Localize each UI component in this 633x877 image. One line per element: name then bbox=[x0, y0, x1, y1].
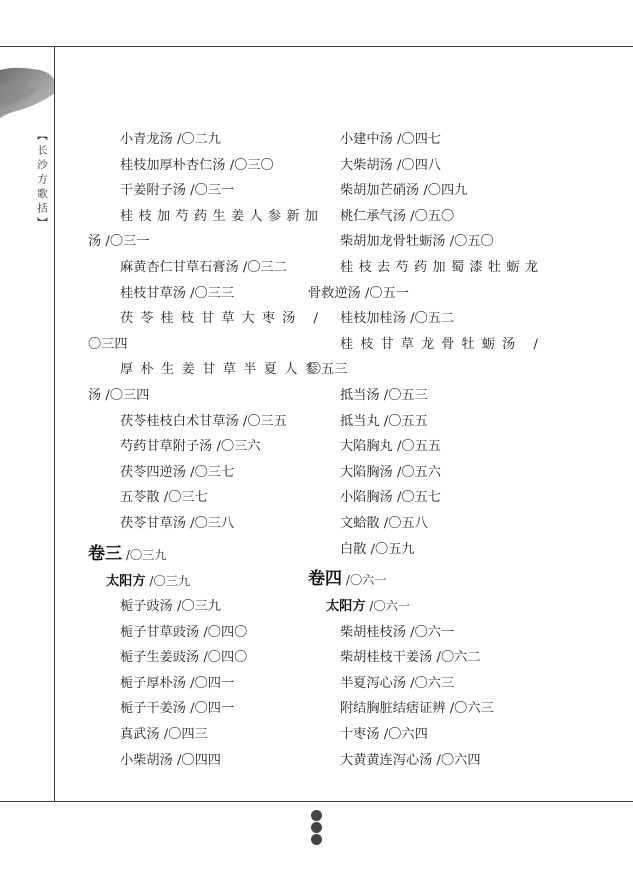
toc-entry bbox=[308, 722, 538, 748]
margin-rule bbox=[54, 46, 55, 801]
toc-entry bbox=[88, 204, 318, 230]
toc-entry-text: 柴胡桂枝汤 /〇六一 bbox=[340, 624, 455, 640]
toc-entry-text: 栀子生姜豉汤 /〇四〇 bbox=[120, 650, 248, 666]
toc-entry bbox=[88, 434, 318, 460]
toc-entry-continuation bbox=[308, 357, 538, 383]
volume-heading bbox=[308, 562, 538, 594]
toc-entry-text: 茯苓桂枝甘草大枣汤 / bbox=[120, 311, 318, 327]
toc-entry bbox=[88, 671, 318, 697]
toc-entry bbox=[88, 281, 318, 307]
toc-entry bbox=[88, 722, 318, 748]
toc-entry-text: 桂枝甘草龙骨牡蛎汤 / bbox=[340, 336, 538, 352]
toc-entry bbox=[308, 409, 538, 435]
toc-entry-text: 栀子厚朴汤 /〇四一 bbox=[120, 675, 235, 691]
toc-entry-text: 骨救逆汤 /〇五一 bbox=[308, 285, 409, 301]
toc-entry-text: 抵当丸 /〇五五 bbox=[340, 413, 428, 429]
toc-entry bbox=[308, 383, 538, 409]
page-reference: /〇三九 bbox=[122, 547, 167, 562]
volume-heading bbox=[88, 537, 318, 569]
toc-entry bbox=[88, 485, 318, 511]
running-side-title bbox=[35, 130, 49, 232]
toc-entry-text: 大柴胡汤 /〇四八 bbox=[340, 157, 441, 173]
toc-entry-text: 〇五三 bbox=[308, 362, 348, 378]
toc-entry-continuation bbox=[88, 229, 318, 255]
toc-entry bbox=[88, 357, 318, 383]
toc-entry bbox=[88, 153, 318, 179]
side-title-text: 【长沙方歌括】 bbox=[36, 130, 48, 232]
toc-entry bbox=[308, 511, 538, 537]
toc-entry bbox=[308, 204, 538, 230]
toc-entry bbox=[88, 748, 318, 774]
toc-entry-text: 小青龙汤 /〇二九 bbox=[120, 132, 221, 147]
toc-entry-text: 厚朴生姜甘草半夏人参 bbox=[120, 362, 318, 378]
toc-entry-text: 白散 /〇五九 bbox=[340, 541, 415, 557]
toc-entry-text: 麻黄杏仁甘草石膏汤 /〇三二 bbox=[120, 259, 287, 275]
toc-entry-text: 汤 /〇三一 bbox=[88, 234, 150, 250]
toc-entry bbox=[308, 332, 538, 358]
toc-entry-text: 附结胸脏结痞证辨 /〇六三 bbox=[340, 701, 494, 717]
page-reference: /〇三九 bbox=[145, 573, 191, 588]
toc-entry bbox=[308, 460, 538, 486]
toc-entry-text: 大陷胸丸 /〇五五 bbox=[340, 439, 441, 455]
toc-entry bbox=[88, 696, 318, 722]
top-rule bbox=[0, 46, 633, 47]
page-reference: /〇六一 bbox=[342, 573, 387, 588]
toc-entry bbox=[88, 306, 318, 332]
toc-entry bbox=[88, 620, 318, 646]
toc-entry-text: 桂枝加厚朴杏仁汤 /〇三〇 bbox=[120, 157, 274, 173]
toc-entry bbox=[88, 409, 318, 435]
section-title: 太阳方 bbox=[106, 573, 146, 589]
toc-entry-text: 汤 /〇三四 bbox=[88, 387, 150, 403]
page-number bbox=[309, 810, 323, 846]
section-heading bbox=[308, 594, 538, 620]
toc-entry-continuation bbox=[308, 281, 538, 307]
toc-entry bbox=[308, 671, 538, 697]
toc-entry-text: 小陷胸汤 /〇五七 bbox=[340, 490, 441, 506]
page-number-digit bbox=[311, 834, 322, 845]
toc-entry bbox=[88, 511, 318, 537]
toc-entry-text: 文蛤散 /〇五八 bbox=[340, 515, 428, 531]
toc-entry bbox=[308, 645, 538, 671]
page-number-digit bbox=[311, 810, 322, 821]
volume-title: 卷四 bbox=[308, 569, 342, 590]
toc-entry-text: 栀子甘草豉汤 /〇四〇 bbox=[120, 624, 248, 640]
toc-entry bbox=[308, 748, 538, 774]
toc-entry-text: 小柴胡汤 /〇四四 bbox=[120, 752, 221, 768]
toc-entry-continuation bbox=[88, 383, 318, 409]
toc-entry-text: 〇三四 bbox=[88, 336, 128, 352]
page-reference: /〇六一 bbox=[365, 599, 411, 614]
toc-entry-text: 大黄黄连泻心汤 /〇六四 bbox=[340, 752, 481, 768]
toc-entry bbox=[308, 255, 538, 281]
toc-entry-text: 半夏泻心汤 /〇六三 bbox=[340, 675, 455, 691]
toc-entry-text: 桂枝甘草汤 /〇三三 bbox=[120, 285, 235, 301]
toc-entry bbox=[308, 229, 538, 255]
toc-entry bbox=[308, 127, 538, 153]
toc-entry bbox=[88, 460, 318, 486]
toc-entry bbox=[308, 153, 538, 179]
toc-entry-continuation bbox=[88, 332, 318, 358]
bottom-rule bbox=[0, 801, 633, 802]
section-heading bbox=[88, 569, 318, 595]
toc-entry-text: 十枣汤 /〇六四 bbox=[340, 727, 428, 743]
toc-entry-text: 干姜附子汤 /〇三一 bbox=[120, 183, 235, 199]
toc-entry-text: 桂枝加芍药生姜人参新加 bbox=[120, 208, 318, 224]
toc-entry-text: 芍药甘草附子汤 /〇三六 bbox=[120, 439, 261, 455]
left-toc-column bbox=[88, 127, 318, 773]
toc-entry bbox=[308, 306, 538, 332]
page-number-digit bbox=[311, 822, 322, 833]
toc-entry-text: 茯苓甘草汤 /〇三八 bbox=[120, 515, 235, 531]
toc-entry bbox=[308, 434, 538, 460]
toc-entry bbox=[308, 485, 538, 511]
toc-entry bbox=[88, 594, 318, 620]
toc-entry-text: 抵当汤 /〇五三 bbox=[340, 387, 428, 403]
toc-entry-text: 桂枝加桂汤 /〇五二 bbox=[340, 311, 455, 327]
toc-entry bbox=[308, 178, 538, 204]
right-toc-column bbox=[308, 127, 538, 773]
volume-title: 卷三 bbox=[88, 543, 122, 564]
toc-entry bbox=[88, 127, 318, 153]
toc-entry-text: 真武汤 /〇四三 bbox=[120, 727, 208, 743]
ink-wash-decoration bbox=[0, 64, 54, 118]
toc-entry-text: 五苓散 /〇三七 bbox=[120, 490, 208, 506]
toc-entry bbox=[308, 537, 538, 563]
toc-entry bbox=[308, 696, 538, 722]
toc-entry bbox=[88, 645, 318, 671]
toc-entry-text: 桂枝去芍药加蜀漆牡蛎龙 bbox=[340, 259, 538, 275]
toc-entry-text: 桃仁承气汤 /〇五〇 bbox=[340, 208, 455, 224]
toc-entry-text: 柴胡加芒硝汤 /〇四九 bbox=[340, 183, 468, 199]
toc-entry bbox=[88, 178, 318, 204]
toc-entry-text: 小建中汤 /〇四七 bbox=[340, 132, 441, 147]
toc-entry-text: 大陷胸汤 /〇五六 bbox=[340, 464, 441, 480]
toc-entry-text: 柴胡桂枝干姜汤 /〇六二 bbox=[340, 650, 481, 666]
toc-entry-text: 柴胡加龙骨牡蛎汤 /〇五〇 bbox=[340, 234, 494, 250]
toc-entry bbox=[88, 255, 318, 281]
toc-entry-text: 栀子干姜汤 /〇四一 bbox=[120, 701, 235, 717]
section-title: 太阳方 bbox=[326, 599, 366, 615]
toc-entry-text: 茯苓桂枝白术甘草汤 /〇三五 bbox=[120, 413, 287, 429]
toc-entry bbox=[308, 620, 538, 646]
toc-entry-text: 茯苓四逆汤 /〇三七 bbox=[120, 464, 235, 480]
toc-entry-text: 栀子豉汤 /〇三九 bbox=[120, 599, 221, 615]
